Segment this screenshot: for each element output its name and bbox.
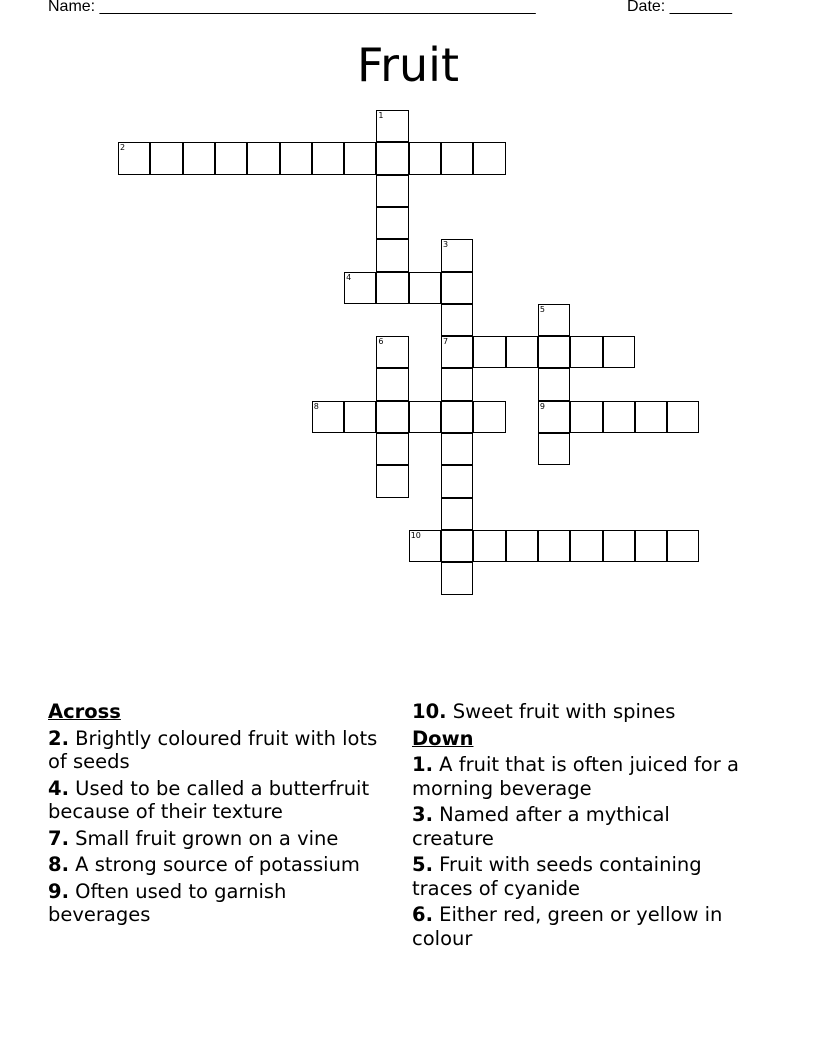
grid-cell[interactable] <box>376 110 408 142</box>
grid-cell[interactable] <box>538 368 570 400</box>
clue-across-8: 8. A strong source of potassium <box>48 853 360 876</box>
clues-column-right <box>412 700 757 953</box>
clue-down-5: 5. Fruit with seeds containing traces of cyanide <box>412 853 702 900</box>
grid-cell[interactable] <box>344 272 376 304</box>
grid-cell[interactable] <box>603 336 635 368</box>
grid-cell[interactable] <box>215 142 247 174</box>
grid-cell[interactable] <box>441 368 473 400</box>
grid-cell[interactable] <box>506 336 538 368</box>
grid-cell[interactable] <box>183 142 215 174</box>
grid-cell[interactable] <box>376 142 408 174</box>
name-field-label: Name: _________________________________________________ <box>48 0 536 15</box>
grid-cell[interactable] <box>441 433 473 465</box>
grid-cell[interactable] <box>376 239 408 271</box>
grid-cell[interactable] <box>473 401 505 433</box>
grid-cell-number: 4 <box>346 272 352 282</box>
across-heading: Across <box>48 700 121 723</box>
grid-cell[interactable] <box>376 465 408 497</box>
grid-cell[interactable] <box>376 368 408 400</box>
grid-cell[interactable] <box>312 142 344 174</box>
grid-cell[interactable] <box>570 530 602 562</box>
grid-cell[interactable] <box>376 336 408 368</box>
grid-cell[interactable] <box>441 401 473 433</box>
date-field-label: Date: _______ <box>627 0 732 15</box>
grid-cell[interactable] <box>538 336 570 368</box>
grid-cell-number: 1 <box>378 111 384 120</box>
grid-cell[interactable] <box>538 433 570 465</box>
grid-cell[interactable] <box>570 401 602 433</box>
grid-cell[interactable] <box>441 336 473 368</box>
grid-cell[interactable] <box>473 530 505 562</box>
grid-cell[interactable] <box>312 401 344 433</box>
grid-cell[interactable] <box>376 433 408 465</box>
clue-across-2: 2. Brightly coloured fruit with lots of seeds <box>48 726 378 773</box>
grid-cell[interactable] <box>667 530 699 562</box>
grid-cell[interactable] <box>538 401 570 433</box>
grid-cell[interactable] <box>473 142 505 174</box>
clue-across-10: 10. Sweet fruit with spines <box>412 700 676 723</box>
grid-cell[interactable] <box>280 142 312 174</box>
grid-cell[interactable] <box>441 530 473 562</box>
clue-down-3: 3. Named after a mythical creature <box>412 803 670 850</box>
clue-across-9: 9. Often used to garnish beverages <box>48 879 287 926</box>
grid-cell[interactable] <box>376 207 408 239</box>
grid-cell-number: 8 <box>313 401 319 411</box>
grid-cell-number: 9 <box>539 401 545 411</box>
grid-cell[interactable] <box>603 401 635 433</box>
grid-cell[interactable] <box>409 142 441 174</box>
grid-cell[interactable] <box>409 401 441 433</box>
grid-cell[interactable] <box>538 304 570 336</box>
grid-cell-number: 2 <box>120 143 126 153</box>
grid-cell[interactable] <box>376 401 408 433</box>
grid-cell[interactable] <box>506 530 538 562</box>
grid-cell[interactable] <box>603 530 635 562</box>
grid-cell[interactable] <box>441 465 473 497</box>
grid-cell[interactable] <box>441 498 473 530</box>
down-heading: Down <box>412 726 474 750</box>
clue-down-6: 6. Either red, green or yellow in colour <box>412 903 723 950</box>
grid-cell[interactable] <box>635 530 667 562</box>
grid-cell[interactable] <box>635 401 667 433</box>
grid-cell-number: 6 <box>378 337 384 347</box>
grid-cell[interactable] <box>441 142 473 174</box>
clue-across-7: 7. Small fruit grown on a vine <box>48 826 339 850</box>
grid-cell[interactable] <box>441 239 473 271</box>
grid-cell[interactable] <box>247 142 279 174</box>
grid-cell[interactable] <box>538 530 570 562</box>
grid-cell[interactable] <box>570 336 602 368</box>
grid-cell[interactable] <box>344 401 376 433</box>
grid-cell[interactable] <box>150 142 182 174</box>
page-title: Fruit <box>357 38 459 92</box>
grid-cell-number: 10 <box>410 530 421 540</box>
grid-cell-number: 5 <box>539 304 545 314</box>
grid-cell[interactable] <box>441 562 473 594</box>
grid-cell[interactable] <box>473 336 505 368</box>
grid-cell[interactable] <box>409 530 441 562</box>
grid-cell[interactable] <box>441 304 473 336</box>
clue-across-4: 4. Used to be called a butterfruit because of their texture <box>48 776 370 823</box>
grid-cell[interactable] <box>441 272 473 304</box>
grid-cell[interactable] <box>344 142 376 174</box>
grid-cell[interactable] <box>118 142 150 174</box>
clue-down-1: 1. A fruit that is often juiced for a morning beverage <box>412 753 739 800</box>
grid-cell[interactable] <box>376 272 408 304</box>
grid-cell-number: 3 <box>443 240 449 250</box>
grid-cell-number: 7 <box>443 337 449 347</box>
grid-cell[interactable] <box>409 272 441 304</box>
grid-cell[interactable] <box>667 401 699 433</box>
clues-column-left <box>48 700 393 930</box>
grid-cell[interactable] <box>376 175 408 207</box>
